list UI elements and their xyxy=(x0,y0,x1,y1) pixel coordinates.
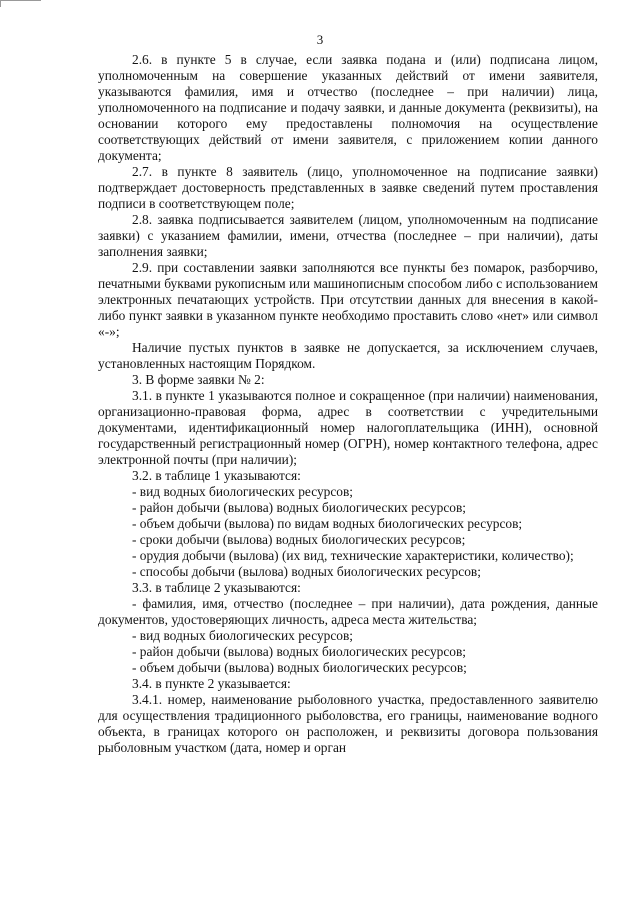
paragraph-3-2: 3.2. в таблице 1 указываются: xyxy=(132,468,301,483)
document-body xyxy=(98,52,598,756)
list-item: - объем добычи (вылова) по видам водных биологических ресурсов; xyxy=(132,516,523,531)
paragraph-2-8: 2.8. заявка подписывается заявителем (лицом, уполномоченным на подписание заявки) с указанием фамилии, имени, отчества (последнее – при наличии), даты заполнения заявки; xyxy=(98,212,598,259)
paragraph-3-4-1: 3.4.1. номер, наименование рыболовного участка, предоставленного заявителю для осуществления традиционного рыболовства, его границы, наименование водного объекта, в границах которого он расположен, и реквизиты договора пользования рыболовным участком (дата, номер и орган xyxy=(98,692,598,755)
paragraph-3-3: 3.3. в таблице 2 указываются: xyxy=(132,580,301,595)
list-item: - фамилия, имя, отчество (последнее – при наличии), дата рождения, данные документов, удостоверяющих личность, адреса места жительства; xyxy=(98,596,598,627)
paragraph-3-heading: 3. В форме заявки № 2: xyxy=(132,372,265,387)
list-item: - вид водных биологических ресурсов; xyxy=(132,628,354,643)
list-item: - орудия добычи (вылова) (их вид, технические характеристики, количество); xyxy=(132,548,574,563)
list-item: - вид водных биологических ресурсов; xyxy=(132,484,354,499)
paragraph-2-7: 2.7. в пункте 8 заявитель (лицо, уполномоченное на подписание заявки) подтверждает достоверность представленных в заявке сведений путем проставления подписи в соответствующем поле; xyxy=(98,164,598,211)
paragraph-2-9: 2.9. при составлении заявки заполняются все пункты без помарок, разборчиво, печатными буквами рукописным или машинописным способом либо с использованием электронных печатающих устройств. При отсутствии данных для внесения в какой-либо пункт заявки в указанном пункте необходимо проставить слово «нет» или символ «-»; xyxy=(98,260,598,339)
list-item: - сроки добычи (вылова) водных биологических ресурсов; xyxy=(132,532,466,547)
list-item: - район добычи (вылова) водных биологических ресурсов; xyxy=(132,500,467,515)
paragraph-2-6: 2.6. в пункте 5 в случае, если заявка подана и (или) подписана лицом, уполномоченным на совершение указанных действий от имени заявителя, указываются фамилия, имя и отчество (последнее – при наличии) лица, уполномоченного на подписание и подачу заявки, и данные документа (реквизиты), на основании которого ему предоставлены полномочия на осуществление соответствующих действий от имени заявителя, с приложением копии данного документа; xyxy=(98,52,598,163)
page-number: 3 xyxy=(316,32,324,47)
list-item: - объем добычи (вылова) водных биологических ресурсов; xyxy=(132,660,467,675)
paragraph-empty-fields-note: Наличие пустых пунктов в заявке не допускается, за исключением случаев, установленных настоящим Порядком. xyxy=(98,340,598,371)
paragraph-3-4: 3.4. в пункте 2 указывается: xyxy=(132,676,291,691)
scan-corner-mark xyxy=(0,0,41,7)
list-item: - способы добычи (вылова) водных биологических ресурсов; xyxy=(132,564,481,579)
paragraph-3-1: 3.1. в пункте 1 указываются полное и сокращенное (при наличии) наименования, организационно-правовая форма, адрес в соответствии с учредительными документами, идентификационный номер налогоплательщика (ИНН), основной государственный регистрационный номер (ОГРН), номер контактного телефона, адрес электронной почты (при наличии); xyxy=(98,388,598,467)
list-item: - район добычи (вылова) водных биологических ресурсов; xyxy=(132,644,467,659)
